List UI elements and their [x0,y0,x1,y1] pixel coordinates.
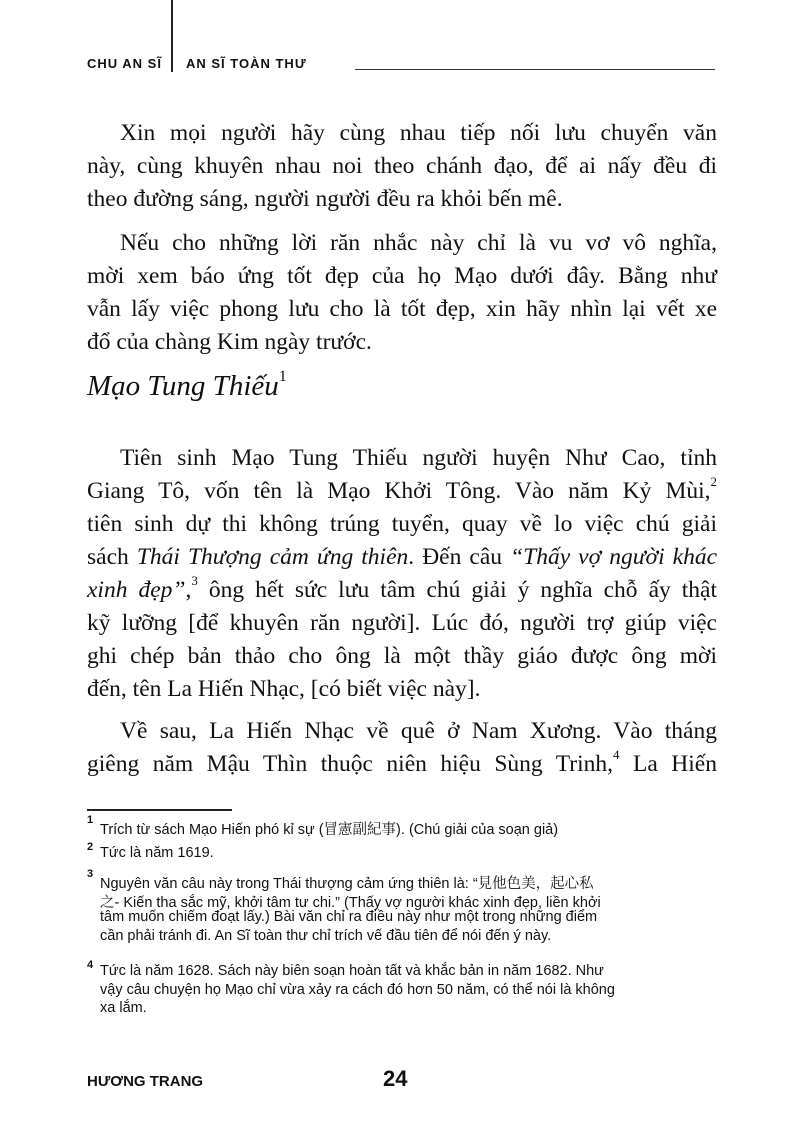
text: sách [87,544,137,570]
footnote-line: Tức là năm 1628. Sách này biên soạn hoàn tất và khắc bản in năm 1682. Như [100,963,604,979]
body-line: mời xem báo ứng tốt đẹp của họ Mạo dưới đây. Bằng như [87,263,717,289]
body-line: Xin mọi người hãy cùng nhau tiếp nối lưu chuyển văn [120,120,717,146]
body-line: theo đường sáng, người người đều ra khỏi bến mê. [87,186,563,212]
footnote-line: 之- Kiến tha sắc mỹ, khởi tâm tư chi.” (Thấy vợ người khác xinh đẹp, liền khởi [100,894,601,911]
body-line [87,573,717,604]
body-line: đổ của chàng Kim ngày trước. [87,329,372,355]
footnote-line: Tức là năm 1619. [100,845,214,861]
body-line: Về sau, La Hiến Nhạc về quê ở Nam Xương. Vào tháng [120,718,717,744]
footnote-line: xa lắm. [100,1000,147,1016]
text: giêng năm Mậu Thìn thuộc niên hiệu Sùng Trinh, [87,751,614,777]
body-line: Tiên sinh Mạo Tung Thiếu người huyện Như Cao, tỉnh [120,445,717,471]
footnote-number: 3 [87,868,94,880]
footnote-line: vậy câu chuyện họ Mạo chỉ vừa xảy ra cách đó hơn 50 năm, có thể nói là không [100,981,615,998]
text: , [185,577,192,603]
footnote-line: tâm muốn chiếm đoạt lấy.) Bài văn chỉ ra điều này như một trong những điểm [100,909,598,925]
body-line [87,747,717,778]
footnote-line: cần phải tránh đi. An Sĩ toàn thư chỉ trích vế đầu tiên để nói đến ý này. [100,927,552,944]
header-rule [355,69,715,70]
body-line [87,474,717,505]
footnote-ref: 1 [278,368,287,385]
body-line: đến, tên La Hiến Nhạc, [có biết việc này]. [87,676,481,702]
header-divider [171,0,173,72]
running-header-title: AN SĨ TOÀN THƯ [186,56,307,71]
footnote-ref: 3 [191,573,198,588]
footnote-ref: 4 [613,747,620,762]
body-line: ghi chép bản thảo cho ông là một thầy giáo được ông mời [87,643,717,669]
body-line: kỹ lưỡng [để khuyên răn người]. Lúc đó, người trợ giúp việc [87,610,717,636]
body-line: này, cùng khuyên nhau noi theo chánh đạo, để ai nấy đều đi [87,153,717,179]
text: La Hiến [619,751,717,777]
heading-text: Mạo Tung Thiếu [87,370,279,402]
page-number: 24 [383,1066,408,1091]
book-title-italic: Thái Thượng cảm ứng thiên [136,544,409,570]
body-line: vẫn lấy việc phong lưu cho là tốt đẹp, xin hãy nhìn lại vết xe [87,296,717,322]
text: . Đến câu [408,544,511,570]
footnote-line: Trích từ sách Mạo Hiến phó kỉ sự (冒憲副紀事). (Chú giải của soạn giả) [100,822,559,838]
footnote-number: 4 [87,959,94,971]
footnote-rule [87,809,232,811]
quote-italic: xinh đẹp” [87,577,186,603]
footnote-line: Nguyên văn câu này trong Thái thượng cảm ứng thiên là: “見他色美，起心私 [100,876,594,892]
body-line: Nếu cho những lời răn nhắc này chỉ là vu vơ vô nghĩa, [120,230,717,256]
text: ông hết sức lưu tâm chú giải ý nghĩa chỗ ấy thật [197,577,717,603]
publisher-logo: HƯƠNG TRANG [87,1073,204,1090]
running-header-author: CHU AN SĨ [87,56,162,71]
footnote-ref: 2 [710,474,717,489]
section-heading [87,370,287,403]
footnote-number: 1 [87,814,94,826]
body-line: tiên sinh dự thi không trúng tuyển, quay về lo việc chú giải [87,511,717,537]
footnote-number: 2 [87,841,94,853]
text: Giang Tô, vốn tên là Mạo Khởi Tông. Vào năm Kỷ Mùi, [87,478,711,504]
quote-italic: “Thấy vợ người khác [510,544,718,570]
body-line [87,544,717,571]
